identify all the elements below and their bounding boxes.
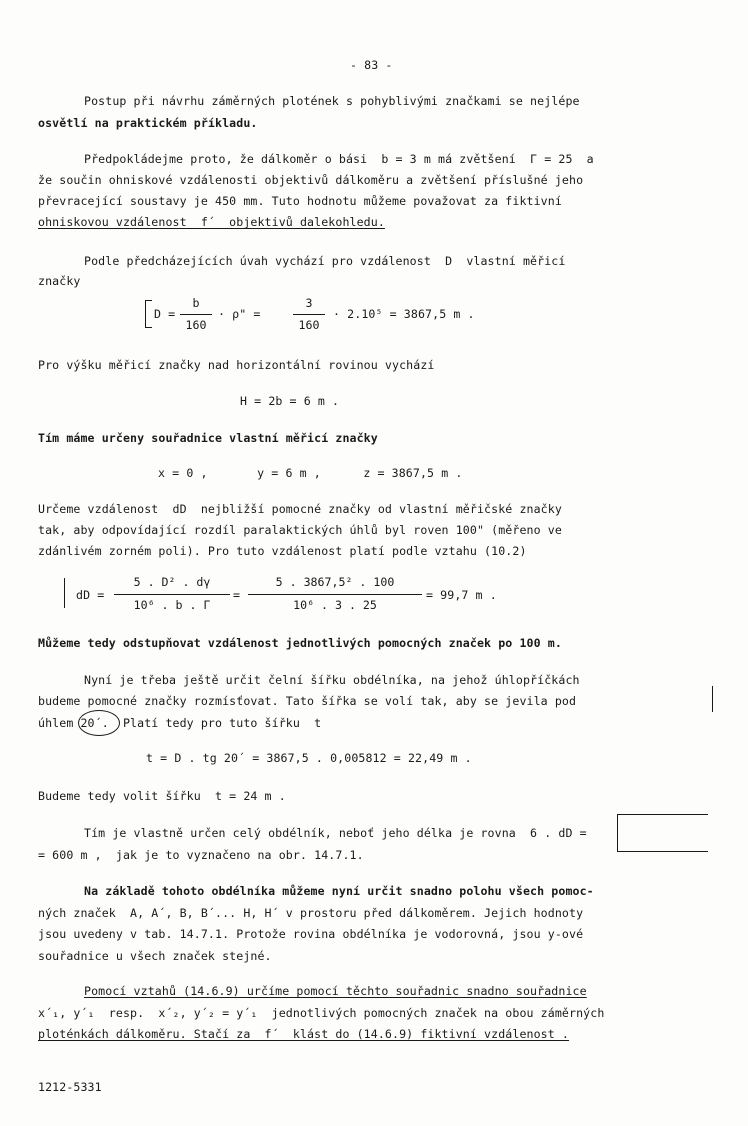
paragraph-width-line-1: Nyní je třeba ještě určit čelní šířku obdélníka, na jehož úhlopříčkách	[84, 673, 580, 687]
circle-annotation	[78, 710, 120, 736]
page-number: - 83 -	[350, 58, 393, 72]
eq4-fraction-bar-1	[114, 594, 230, 595]
eq1-lhs: D =	[154, 307, 176, 321]
paragraph-positions-line-4: souřadnice u všech značek stejné.	[38, 949, 272, 963]
margin-bracket	[706, 686, 713, 712]
eq4-denominator-2: 10⁶ . 3 . 25	[293, 598, 377, 612]
paragraph-step-line-1: Určeme vzdálenost dD nejbližší pomocné značky od vlastní měřičské značky	[38, 502, 562, 516]
paragraph-positions-line-2: ných značek A, A´, B, B´... H, H´ v prostoru před dálkoměrem. Jejich hodnoty	[38, 906, 584, 920]
margin-bracket	[64, 578, 71, 608]
eq4-numerator-2: 5 . 3867,5² . 100	[275, 575, 395, 589]
paragraph-height: Pro výšku měřicí značky nad horizontální rovinou vychází	[38, 358, 435, 372]
eq1-numerator-2: 3	[305, 296, 313, 310]
paragraph-rectangle-line-2: = 600 m , jak je to vyznačeno na obr. 14.7.1.	[38, 848, 364, 862]
paragraph-assumption-line-1: Předpokládejme proto, že dálkoměr o bási b = 3 m má zvětšení Γ = 25 a	[84, 152, 594, 166]
eq1-rhs: · 2.10⁵ = 3867,5 m .	[333, 307, 475, 321]
equation-height: H = 2b = 6 m .	[240, 394, 340, 408]
margin-bracket	[145, 300, 152, 328]
paragraph-stepping: Můžeme tedy odstupňovat vzdálenost jednotlivých pomocných značek po 100 m.	[38, 636, 562, 650]
eq1-middle: · ρ" =	[218, 307, 261, 321]
paragraph-distance-line-1: Podle předcházejících úvah vychází pro vzdálenost D vlastní měřicí	[84, 254, 566, 268]
equation-coordinates: x = 0 , y = 6 m , z = 3867,5 m .	[158, 466, 463, 480]
paragraph-choose-width: Budeme tedy volit šířku t = 24 m .	[38, 789, 286, 803]
equation-width: t = D . tg 20´ = 3867,5 . 0,005812 = 22,49 m .	[146, 751, 472, 765]
paragraph-reticle-line-1: Pomocí vztahů (14.6.9) určíme pomocí těchto souřadnic snadno souřadnice	[84, 984, 587, 998]
eq1-fraction-bar-1	[180, 314, 212, 315]
eq4-lhs: dD =	[76, 588, 105, 602]
paragraph-assumption-line-2: že součin ohniskové vzdálenosti objektivů dálkoměru a zvětšení příslušné jeho	[38, 173, 584, 187]
paragraph-width-line-3: úhlem 20´. Platí tedy pro tuto šířku t	[38, 716, 322, 730]
paragraph-assumption-line-4: ohniskovou vzdálenost f´ objektivů dalekohledu.	[38, 215, 385, 229]
margin-bracket	[617, 814, 708, 852]
paragraph-positions-line-3: jsou uvedeny v tab. 14.7.1. Protože rovina obdélníka je vodorovná, jsou y-ové	[38, 927, 584, 941]
paragraph-width-line-2: budeme pomocné značky rozmísťovat. Tato šířka se volí tak, aby se jevila pod	[38, 694, 577, 708]
paragraph-intro-line-2: osvětlí na praktickém příkladu.	[38, 116, 258, 130]
footer-code: 1212-5331	[38, 1080, 102, 1094]
paragraph-intro-line-1: Postup při návrhu záměrných plotének s pohyblivými značkami se nejlépe	[84, 94, 580, 108]
eq1-denominator-2: 160	[298, 318, 320, 332]
eq1-denominator-1: 160	[185, 318, 207, 332]
paragraph-positions-line-1: Na základě tohoto obdélníka můžeme nyní určit snadno polohu všech pomoc-	[84, 884, 594, 898]
paragraph-rectangle-line-1: Tím je vlastně určen celý obdélník, neboť jeho délka je rovna 6 . dD =	[84, 826, 587, 840]
paragraph-coordinates: Tím máme určeny souřadnice vlastní měřicí značky	[38, 431, 378, 445]
eq4-rhs: = 99,7 m .	[426, 588, 497, 602]
paragraph-step-line-3: zdánlivém zorném poli). Pro tuto vzdálenost platí podle vztahu (10.2)	[38, 544, 527, 558]
eq4-fraction-bar-2	[248, 594, 422, 595]
paragraph-reticle-line-3: ploténkách dálkoměru. Stačí za f´ klást do (14.6.9) fiktivní vzdálenost .	[38, 1027, 570, 1041]
eq1-fraction-bar-2	[293, 314, 325, 315]
paragraph-assumption-line-3: převracející soustavy je 450 mm. Tuto hodnotu můžeme považovat za fiktivní	[38, 194, 562, 208]
paragraph-distance-line-2: značky	[38, 274, 81, 288]
eq4-equals: =	[233, 588, 241, 602]
eq4-numerator-1: 5 . D² . dγ	[133, 575, 211, 589]
paragraph-step-line-2: tak, aby odpovídající rozdíl paralaktických úhlů byl roven 100" (měřeno ve	[38, 523, 562, 537]
eq1-numerator-1: b	[192, 296, 200, 310]
eq4-denominator-1: 10⁶ . b . Γ	[133, 598, 211, 612]
paragraph-reticle-line-2: x´₁, y´₁ resp. x´₂, y´₂ = y´₁ jednotlivých pomocných značek na obou záměrných	[38, 1006, 605, 1020]
